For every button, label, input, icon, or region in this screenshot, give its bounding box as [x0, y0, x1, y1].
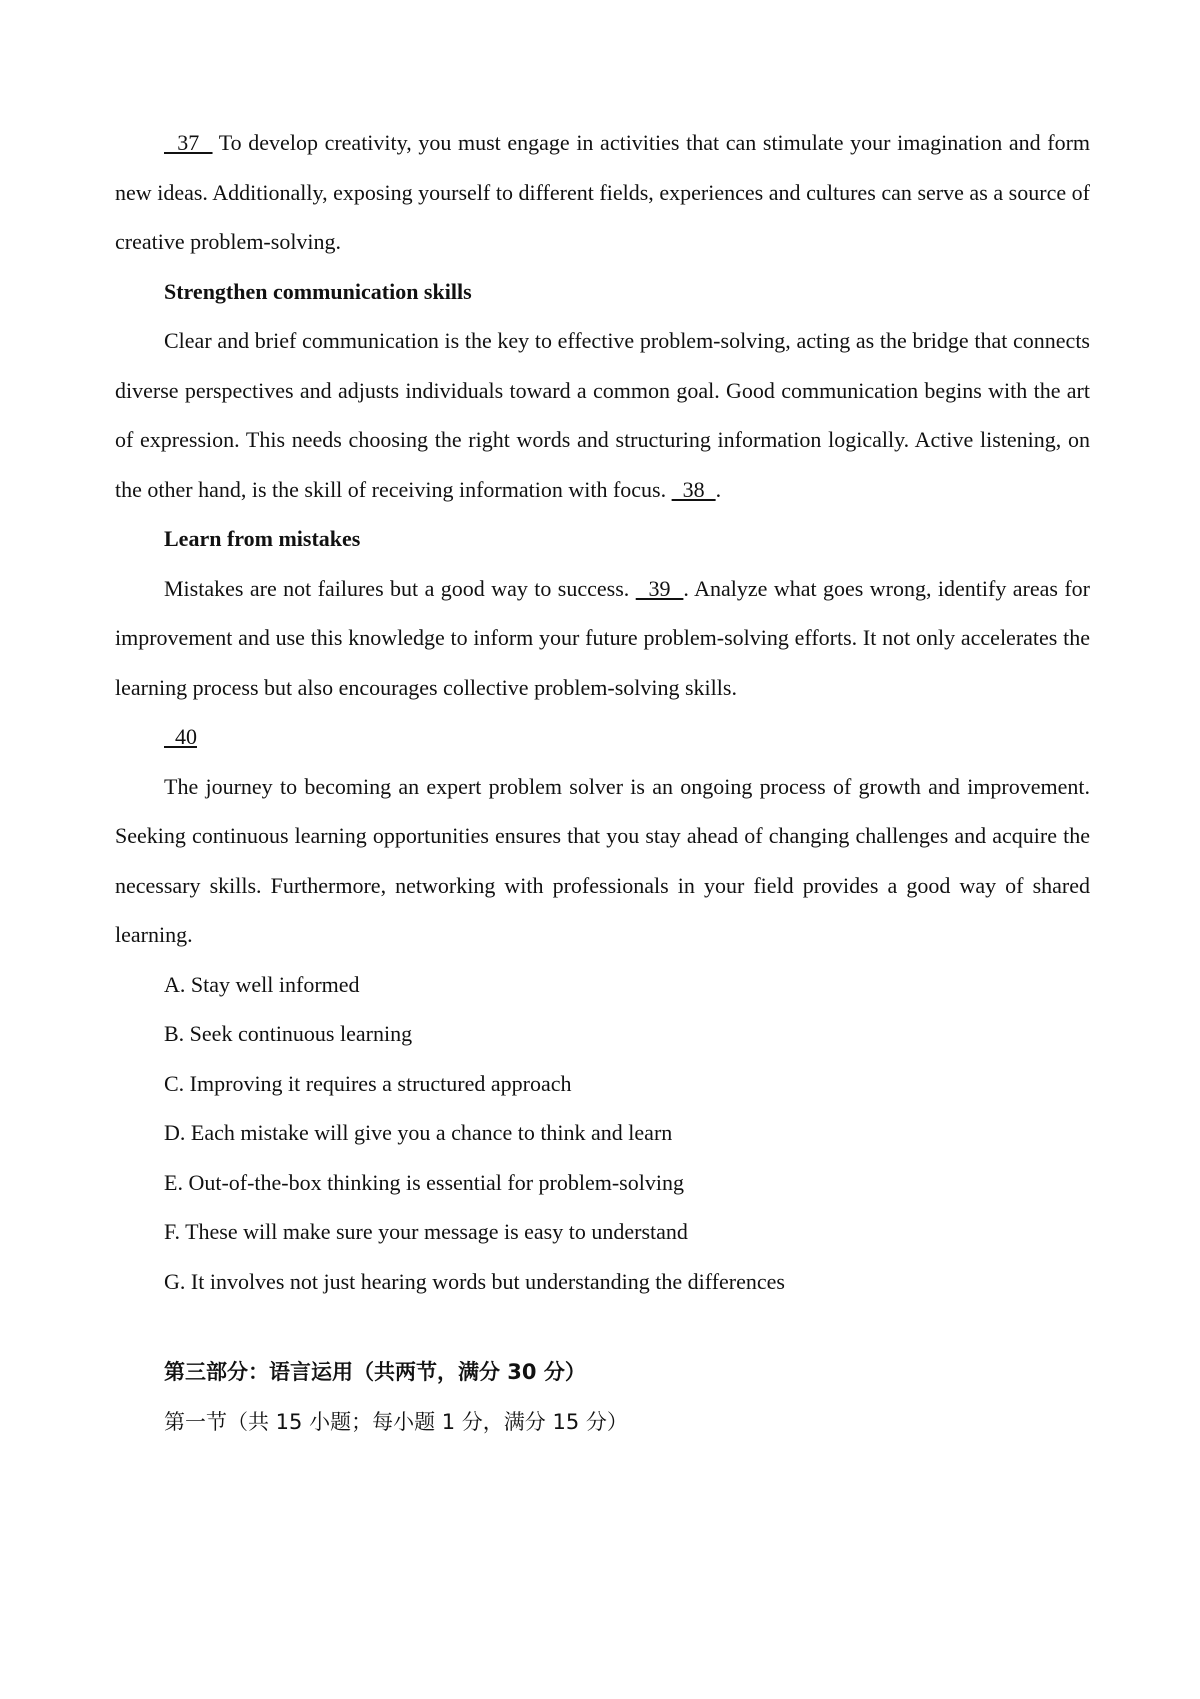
- paragraph-start: Mistakes are not failures but a good way to success.: [164, 575, 636, 601]
- paragraph-learning: The journey to becoming an expert problem solver is an ongoing process of growth and improvement. Seeking continuous learning opportunities ensures that you stay ahead of changing challenges and acquire the necessary skills. Furthermore, networking with professionals in your field provides a good way of shared learning.: [115, 773, 1090, 947]
- paragraph-text: Clear and brief communication is the key to effective problem-solving, acting as the bridge that connects diverse perspectives and adjusts individuals toward a common goal. Good communication begins with the art of expression. This needs choosing the right words and structuring information logically. Active listening, on the other hand, is the skill of receiving information with focus.: [115, 328, 1090, 502]
- paragraph-text: To develop creativity, you must engage in activities that can stimulate your imagination and form new ideas. Additionally, exposing yourself to different fields, experiences and cultures can serve as a source of creative problem-solving.: [115, 130, 1091, 254]
- heading-mistakes: Learn from mistakes: [164, 526, 361, 551]
- options-list: [115, 960, 1090, 1307]
- page-content: [115, 118, 1090, 1447]
- heading-blank-40: [115, 712, 1090, 762]
- blank-40: 40: [164, 724, 197, 749]
- option-a: A. Stay well informed: [164, 971, 360, 997]
- option-d: D. Each mistake will give you a chance to think and learn: [164, 1120, 673, 1145]
- option-e: E. Out-of-the-box thinking is essential for problem-solving: [164, 1169, 684, 1195]
- blank-37: 37: [164, 130, 213, 155]
- paragraph-creativity: [115, 118, 1090, 267]
- blank-39: 39: [635, 575, 684, 601]
- blank-38: 38: [671, 476, 716, 502]
- paragraph-mistakes: [115, 564, 1090, 713]
- option-c: C. Improving it requires a structured approach: [164, 1070, 572, 1096]
- option-b: B. Seek continuous learning: [164, 1021, 413, 1046]
- option-g: G. It involves not just hearing words but understanding the differences: [164, 1268, 785, 1294]
- paragraph-end: .: [715, 476, 722, 502]
- section-subtitle: 第一节（共 15 小题；每小题 1 分，满分 15 分）: [164, 1409, 628, 1434]
- paragraph-communication: [115, 316, 1090, 514]
- paragraph-text: . Analyze what goes wrong, identify areas for improvement and use this knowledge to inform your future problem-solving efforts. It not only accelerates the learning process but also encourages collective problem-solving skills.: [115, 575, 1091, 700]
- section-title: 第三部分：语言运用（共两节，满分 30 分）: [164, 1360, 586, 1384]
- section-spacer: [115, 1306, 1090, 1348]
- option-f: F. These will make sure your message is easy to understand: [164, 1219, 688, 1244]
- heading-communication: Strengthen communication skills: [164, 278, 472, 304]
